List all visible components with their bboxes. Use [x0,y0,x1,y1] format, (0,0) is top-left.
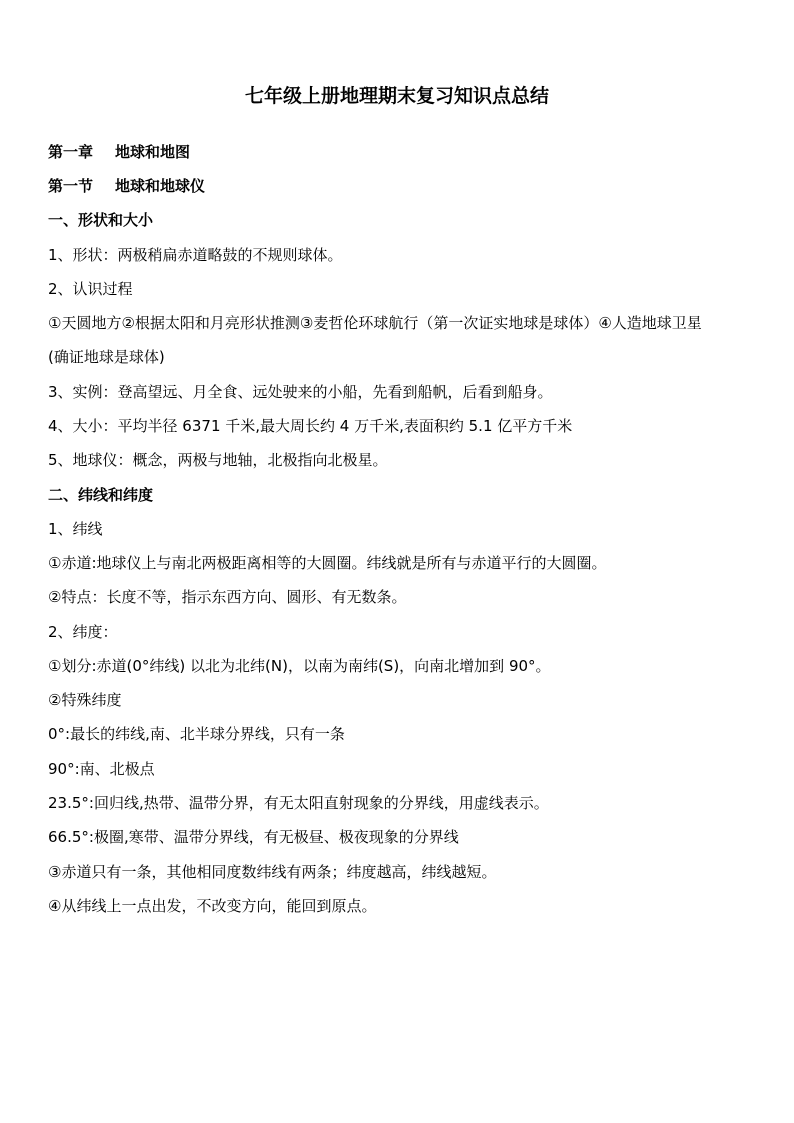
chapter-heading [48,141,768,163]
text-line: 3、实例：登高望远、月全食、远处驶来的小船，先看到船帆，后看到船身。 [48,383,553,401]
text-line: ④从纬线上一点出发，不改变方向，能回到原点。 [48,897,377,915]
text-line: ②特殊纬度 [48,691,122,709]
text-line: 4、大小：平均半径 6371 千米,最大周长约 4 万千米,表面积约 5.1 亿平方千米 [48,417,573,435]
document-title: 七年级上册地理期末复习知识点总结 [244,85,549,107]
chapter-label: 第一章 [48,143,94,161]
text-line: 90°:南、北极点 [48,760,155,778]
section-label: 第一节 [48,177,94,195]
text-line: ①天圆地方②根据太阳和月亮形状推测③麦哲伦环球航行（第一次证实地球是球体）④人造地球卫星 [48,314,702,332]
chapter-name: 地球和地图 [115,143,191,161]
subheading-shape-size: 一、形状和大小 [48,211,154,229]
text-line: ②特点：长度不等，指示东西方向、圆形、有无数条。 [48,588,407,606]
subheading-latitude: 二、纬线和纬度 [48,486,154,504]
text-line: 0°:最长的纬线,南、北半球分界线，只有一条 [48,725,345,743]
text-line: 1、纬线 [48,520,103,538]
text-line: ①赤道:地球仪上与南北两极距离相等的大圆圈。纬线就是所有与赤道平行的大圆圈。 [48,554,607,572]
text-line: 2、认识过程 [48,280,133,298]
section-name: 地球和地球仪 [115,177,206,195]
text-line: 5、地球仪：概念，两极与地轴，北极指向北极星。 [48,451,388,469]
text-line: ③赤道只有一条，其他相同度数纬线有两条；纬度越高，纬线越短。 [48,863,497,881]
text-line: ①划分:赤道(0°纬线) 以北为北纬(N)，以南为南纬(S)，向南北增加到 90°。 [48,657,551,675]
text-line: 23.5°:回归线,热带、温带分界，有无太阳直射现象的分界线，用虚线表示。 [48,794,549,812]
text-line: 2、纬度： [48,623,118,641]
text-line: 1、形状：两极稍扁赤道略鼓的不规则球体。 [48,246,343,264]
section-heading [48,175,768,197]
text-line: 66.5°:极圈,寒带、温带分界线，有无极昼、极夜现象的分界线 [48,828,459,846]
text-line: (确证地球是球体) [48,348,165,366]
